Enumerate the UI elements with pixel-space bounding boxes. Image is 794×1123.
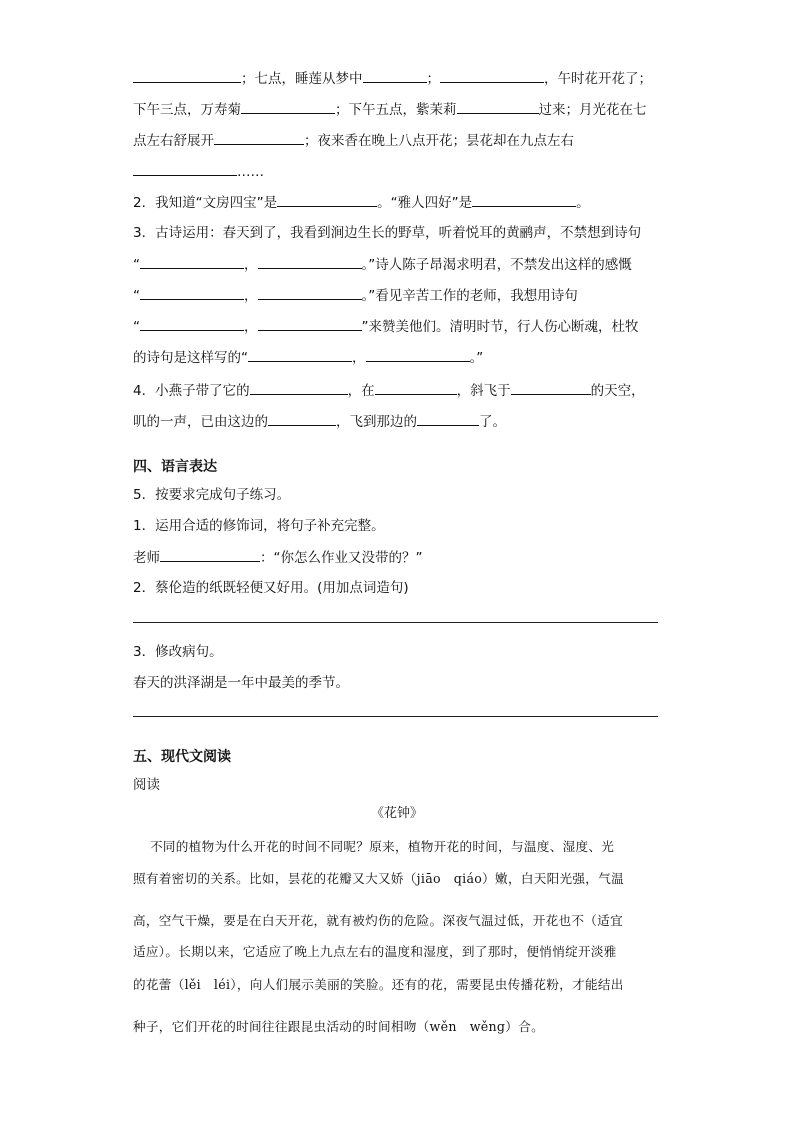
flower-clock-line-1: ；七点，睡莲从梦中 ； ，午时花开花了；	[133, 69, 652, 88]
answer-line[interactable]	[133, 622, 658, 623]
blank[interactable]	[277, 193, 377, 207]
question-2: 2．我知道“文房四宝”是 。“雅人四好”是 。	[133, 195, 590, 211]
section-4-heading: 四、语言表达	[133, 459, 217, 475]
article-title: 《花钟》	[370, 806, 423, 821]
blank[interactable]	[417, 412, 479, 426]
blank[interactable]	[214, 131, 304, 145]
article-line-4: 适应）。长期以来，它适应了晚上九点左右的温度和湿度，到了那时，便悄悄绽开淡雅	[133, 944, 617, 959]
blank[interactable]	[133, 69, 241, 83]
question-3-line-2: “ ， 。”诗人陈子昂渴求明君，不禁发出这样的感慨	[133, 257, 632, 273]
blank[interactable]	[133, 162, 237, 176]
section-5-heading: 五、现代文阅读	[133, 749, 231, 765]
blank[interactable]	[241, 100, 335, 114]
blank[interactable]	[363, 69, 427, 83]
subquestion-1: 1．运用合适的修饰词，将句子补充完整。	[133, 518, 385, 534]
blank[interactable]	[258, 317, 362, 331]
flower-clock-line-2: 下午三点，万寿菊 ；下午五点，紫茉莉 过来；月光花在七	[133, 102, 647, 118]
faulty-sentence: 春天的洪泽湖是一年中最美的季节。	[133, 675, 349, 691]
subquestion-1-sentence: 老师 ：“你怎么作业又没带的？”	[133, 550, 423, 566]
answer-line[interactable]	[133, 716, 658, 717]
blank[interactable]	[248, 348, 352, 362]
blank[interactable]	[268, 412, 336, 426]
article-line-1: 不同的植物为什么开花的时间不同呢？原来，植物开花的时间，与温度、湿度、光	[150, 839, 615, 854]
blank[interactable]	[375, 381, 457, 395]
article-line-6: 种子，它们开花的时间往往跟昆虫活动的时间相吻（wěn wěng）合。	[133, 1019, 544, 1034]
flower-clock-line-3: 点左右舒展开 ；夜来香在晚上八点开花；昙花却在九点左右	[133, 133, 574, 149]
blank[interactable]	[140, 317, 244, 331]
blank[interactable]	[140, 286, 244, 300]
blank[interactable]	[511, 381, 591, 395]
blank[interactable]	[472, 193, 576, 207]
question-3-line-3: “ ， 。”看见辛苦工作的老师，我想用诗句	[133, 288, 578, 304]
question-4-line-1: 4．小燕子带了它的 ，在 ，斜飞于 的天空，	[133, 383, 645, 399]
blank[interactable]	[258, 286, 362, 300]
blank[interactable]	[457, 100, 539, 114]
article-line-2: 照有着密切的关系。比如，昙花的花瓣又大又娇（jiāo qiáo）嫩，白天阳光强，气温	[133, 871, 624, 886]
article-line-5: 的花蕾（lěi léi），向人们展示美丽的笑脸。还有的花，需要昆虫传播花粉，才能结出	[133, 977, 624, 992]
blank[interactable]	[250, 381, 348, 395]
blank[interactable]	[440, 69, 544, 83]
question-4-line-2: 叽的一声，已由这边的 ，飞到那边的 了。	[133, 414, 506, 430]
question-3-line-4: “ ， ”来赞美他们。清明时节，行人伤心断魂，杜牧	[133, 319, 639, 335]
blank[interactable]	[140, 255, 244, 269]
flower-clock-line-4: ……	[133, 162, 264, 181]
reading-label: 阅读	[133, 777, 160, 793]
subquestion-2: 2．蔡伦造的纸既轻便又好用。(用加点词造句)	[133, 580, 409, 596]
blank[interactable]	[160, 548, 260, 562]
question-5: 5．按要求完成句子练习。	[133, 487, 291, 503]
question-3-line-5: 的诗句是这样写的“ ， 。”	[133, 350, 484, 366]
blank[interactable]	[366, 348, 470, 362]
subquestion-3: 3．修改病句。	[133, 644, 223, 660]
question-3-line-1: 3．古诗运用：春天到了，我看到涧边生长的野草，听着悦耳的黄鹂声，不禁想到诗句	[133, 225, 642, 241]
article-line-3: 高，空气干燥，要是在白天开花，就有被灼伤的危险。深夜气温过低，开花也不（适宜	[133, 913, 623, 928]
blank[interactable]	[258, 255, 362, 269]
